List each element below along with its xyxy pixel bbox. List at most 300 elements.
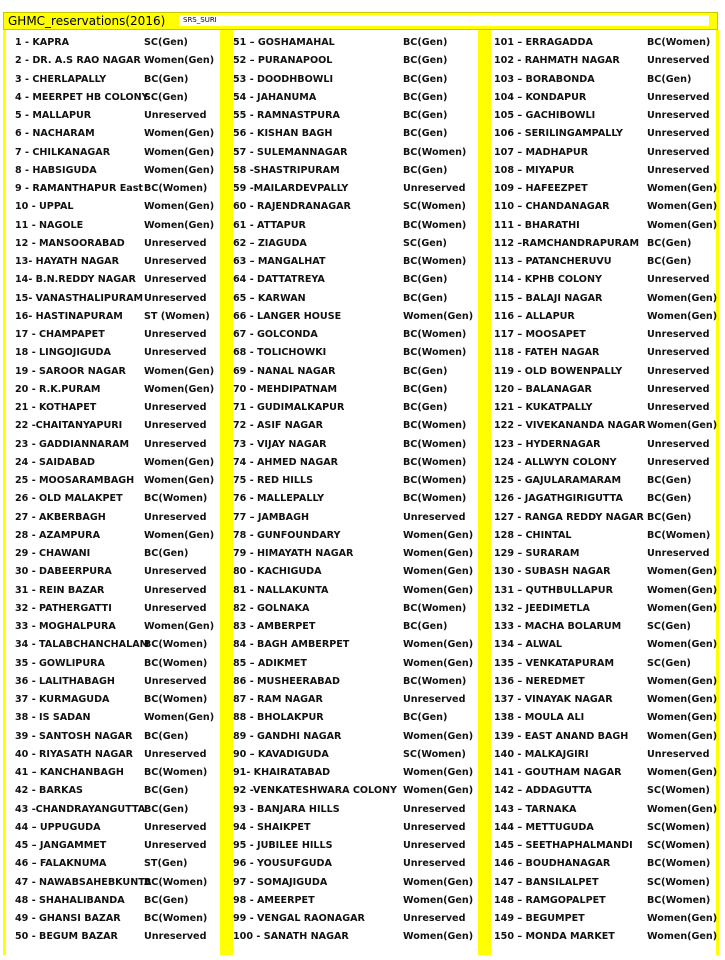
ward-row [15, 655, 220, 673]
ward-name: 64 - DATTATREYA [233, 274, 325, 286]
ward-row [233, 928, 478, 946]
reservation-category: SC(Women) [403, 748, 466, 760]
ward-name: 14- B.N.REDDY NAGAR [15, 274, 136, 286]
ward-name: 128 – CHINTAL [494, 529, 572, 541]
reservation-category: BC(Gen) [403, 110, 448, 121]
ward-name: 60 - RAJENDRANAGAR [233, 201, 351, 213]
ward-row [233, 144, 478, 162]
ward-name: 25 - MOOSARAMBAGH [15, 475, 135, 486]
ward-name: 150 – MONDA MARKET [494, 931, 615, 943]
ward-row [494, 144, 719, 162]
reservation-category: Women(Gen) [647, 639, 718, 651]
ward-name: 9 - RAMANTHAPUR East [15, 183, 144, 194]
ward-name: 113 – PATANCHERUVU [494, 256, 612, 267]
ward-row [233, 363, 478, 381]
ward-name: 3 - CHERLAPALLY [15, 73, 107, 85]
reservation-category: BC(Gen) [403, 164, 448, 176]
ward-name: 87 - RAM NAGAR [233, 694, 323, 705]
ward-name: 39 - SANTOSH NAGAR [15, 730, 133, 742]
reservation-category: Women(Gen) [144, 128, 215, 140]
reservation-category: BC(Gen) [403, 383, 448, 395]
ward-row [233, 563, 478, 581]
ward-row [233, 71, 478, 89]
ward-row [233, 253, 478, 271]
ward-name: 27 - AKBERBAGH [15, 511, 106, 523]
ward-row [233, 89, 478, 107]
ward-row [494, 271, 719, 289]
ward-row [233, 326, 478, 344]
reservation-category: Unreserved [403, 840, 466, 851]
reservation-category: Women(Gen) [647, 292, 718, 304]
reservation-category: Women(Gen) [403, 584, 474, 596]
ward-row [494, 509, 719, 527]
ward-row [494, 125, 719, 143]
ward-name: 119 - OLD BOWENPALLY [494, 365, 623, 377]
reservation-category: BC(Women) [144, 913, 208, 924]
ward-row [15, 892, 220, 910]
ward-name: 84 - BAGH AMBERPET [233, 639, 350, 651]
reservation-category: Women(Gen) [144, 219, 215, 231]
ward-row [233, 125, 478, 143]
ward-name: 15- VANASTHALIPURAM [15, 292, 144, 304]
reservation-category: Unreserved [144, 402, 207, 413]
ward-row [15, 636, 220, 654]
ward-name: 126 - JAGATHGIRIGUTTA [494, 493, 623, 505]
ward-row [15, 235, 220, 253]
reservation-category: BC(Women) [144, 876, 208, 888]
ward-row [494, 162, 719, 180]
reservation-category: BC(Gen) [647, 493, 692, 505]
ward-row [15, 454, 220, 472]
reservation-category: BC(Women) [144, 493, 208, 505]
ward-row [15, 582, 220, 600]
reservation-category: BC(Women) [403, 675, 467, 687]
ward-row [15, 253, 220, 271]
reservation-category: BC(Women) [403, 146, 467, 158]
ward-row [494, 363, 719, 381]
ward-row [233, 217, 478, 235]
ward-row [494, 673, 719, 691]
reservation-category: Women(Gen) [144, 475, 215, 486]
reservation-category: Women(Gen) [647, 730, 718, 742]
ward-row [15, 107, 220, 125]
ward-name: 83 - AMBERPET [233, 621, 316, 632]
ward-row [233, 673, 478, 691]
ward-name: 106 - SERILINGAMPALLY [494, 128, 623, 140]
reservation-category: Women(Gen) [403, 310, 474, 322]
ward-row [233, 472, 478, 490]
ward-row [494, 600, 719, 618]
reservation-category: Unreserved [144, 602, 207, 614]
ward-name: 1 - KAPRA [15, 37, 70, 48]
reservation-category: BC(Women) [403, 493, 467, 505]
reservation-category: Women(Gen) [647, 584, 718, 596]
ward-name: 56 - KISHAN BAGH [233, 128, 333, 140]
ward-row [15, 910, 220, 928]
reservation-category: Women(Gen) [144, 621, 215, 632]
ward-row [15, 326, 220, 344]
ward-name: 131 – QUTHBULLAPUR [494, 584, 613, 596]
ward-row [494, 582, 719, 600]
ward-name: 110 – CHANDANAGAR [494, 201, 610, 213]
ward-name: 138 - MOULA ALI [494, 712, 585, 724]
reservation-category: Unreserved [144, 329, 207, 340]
reservation-category: Unreserved [647, 548, 710, 559]
reservation-category: Women(Gen) [144, 55, 215, 67]
reservation-category: SC(Gen) [144, 37, 188, 48]
ward-name: 61 - ATTAPUR [233, 219, 306, 231]
ward-name: 7 - CHILKANAGAR [15, 146, 111, 158]
ward-row [233, 874, 478, 892]
ward-name: 117 – MOOSAPET [494, 329, 586, 340]
ward-name: 6 - NACHARAM [15, 128, 95, 140]
ward-row [15, 691, 220, 709]
reservation-category: BC(Women) [647, 894, 711, 906]
ward-name: 21 - KOTHAPET [15, 402, 97, 413]
ward-name: 129 – SURARAM [494, 548, 580, 559]
ward-name: 20 - R.K.PURAM [15, 383, 101, 395]
ward-name: 54 - JAHANUMA [233, 91, 317, 103]
ward-name: 109 – HAFEEZPET [494, 183, 588, 194]
ward-name: 112 –RAMCHANDRAPURAM [494, 237, 640, 249]
ward-name: 12 - MANSOORABAD [15, 237, 125, 249]
reservation-category: Women(Gen) [144, 712, 215, 724]
ward-row [494, 253, 719, 271]
ward-name: 57 - SULEMANNAGAR [233, 146, 348, 158]
ward-row [494, 892, 719, 910]
reservation-category: BC(Gen) [144, 548, 189, 559]
ward-name: 121 – KUKATPALLY [494, 402, 593, 413]
ward-row [15, 417, 220, 435]
ward-row [233, 180, 478, 198]
ward-row [494, 344, 719, 362]
ward-name: 62 – ZIAGUDA [233, 237, 307, 249]
ward-row [494, 636, 719, 654]
ward-column-2 [233, 34, 478, 947]
ward-name: 38 - IS SADAN [15, 712, 91, 724]
ward-row [494, 490, 719, 508]
ward-row [233, 527, 478, 545]
ward-row [15, 673, 220, 691]
reservation-category: BC(Gen) [647, 73, 692, 85]
ward-row [233, 892, 478, 910]
ward-name: 114 - KPHB COLONY [494, 274, 602, 286]
reservation-category: Unreserved [647, 402, 710, 413]
ward-row [233, 618, 478, 636]
reservation-category: Unreserved [647, 383, 710, 395]
reservation-category: SC(Women) [647, 840, 710, 851]
reservation-category: Unreserved [144, 821, 207, 833]
ward-name: 59 -MAILARDEVPALLY [233, 183, 349, 194]
reservation-category: BC(Women) [403, 347, 467, 359]
reservation-category: Unreserved [647, 110, 710, 121]
reservation-category: BC(Women) [403, 602, 467, 614]
reservation-category: Unreserved [647, 146, 710, 158]
ward-row [494, 837, 719, 855]
ward-row [233, 198, 478, 216]
ward-row [15, 527, 220, 545]
ward-name: 28 - AZAMPURA [15, 529, 100, 541]
reservation-category: Unreserved [144, 420, 207, 432]
ward-row [233, 344, 478, 362]
reservation-category: BC(Gen) [403, 91, 448, 103]
ward-row [494, 180, 719, 198]
reservation-category: Women(Gen) [403, 639, 474, 651]
reservation-category: BC(Women) [144, 657, 208, 669]
reservation-category: Women(Gen) [144, 529, 215, 541]
ward-row [233, 636, 478, 654]
reservation-category: BC(Gen) [403, 365, 448, 377]
reservation-category: BC(Women) [144, 694, 208, 705]
ward-row [15, 436, 220, 454]
ward-name: 78 - GUNFOUNDARY [233, 529, 341, 541]
ward-row [15, 874, 220, 892]
reservation-category: SC(Women) [647, 876, 710, 888]
ward-name: 97 - SOMAJIGUDA [233, 876, 328, 888]
ward-name: 89 - GANDHI NAGAR [233, 730, 342, 742]
ward-name: 137 - VINAYAK NAGAR [494, 694, 613, 705]
reservation-category: Women(Gen) [403, 785, 474, 797]
ward-name: 63 – MANGALHAT [233, 256, 326, 267]
ward-row [494, 399, 719, 417]
ward-column-3 [494, 34, 719, 947]
ward-row [233, 600, 478, 618]
ward-row [233, 34, 478, 52]
reservation-category: Unreserved [647, 164, 710, 176]
ward-name: 123 – HYDERNAGAR [494, 438, 601, 450]
ward-name: 96 - YOUSUFGUDA [233, 858, 332, 870]
ward-row [15, 89, 220, 107]
reservation-category: ST (Women) [144, 310, 210, 322]
ward-row [15, 819, 220, 837]
reservation-category: ST(Gen) [144, 858, 188, 870]
ward-name: 35 - GOWLIPURA [15, 657, 105, 669]
ward-name: 102 - RAHMATH NAGAR [494, 55, 620, 67]
ward-row [494, 728, 719, 746]
reservation-category: BC(Women) [144, 183, 208, 194]
reservation-category: Women(Gen) [647, 420, 718, 432]
ward-row [15, 600, 220, 618]
ward-name: 45 – JANGAMMET [15, 840, 107, 851]
reservation-category: BC(Women) [403, 456, 467, 468]
ward-row [494, 746, 719, 764]
ward-row [15, 709, 220, 727]
reservation-category: Women(Gen) [144, 146, 215, 158]
ward-name: 42 - BARKAS [15, 785, 83, 797]
ward-name: 65 – KARWAN [233, 292, 306, 304]
ward-row [494, 874, 719, 892]
ward-name: 76 - MALLEPALLY [233, 493, 325, 505]
ward-name: 120 – BALANAGAR [494, 383, 592, 395]
ward-name: 101 – ERRAGADDA [494, 37, 593, 48]
ward-name: 50 - BEGUM BAZAR [15, 931, 118, 943]
ward-name: 132 – JEEDIMETLA [494, 602, 590, 614]
reservation-category: SC(Gen) [144, 91, 188, 103]
ward-row [15, 363, 220, 381]
reservation-category: Unreserved [403, 511, 466, 523]
ward-name: 139 - EAST ANAND BAGH [494, 730, 629, 742]
ward-name: 93 - BANJARA HILLS [233, 803, 340, 815]
ward-name: 67 - GOLCONDA [233, 329, 318, 340]
ward-row [494, 34, 719, 52]
ward-name: 125 - GAJULARAMARAM [494, 475, 622, 486]
reservation-category: Women(Gen) [647, 310, 718, 322]
ward-row [15, 545, 220, 563]
ward-row [233, 545, 478, 563]
ward-name: 82 - GOLNAKA [233, 602, 310, 614]
reservation-category: BC(Gen) [403, 55, 448, 67]
reservation-category: Women(Gen) [647, 602, 718, 614]
ward-row [233, 855, 478, 873]
ward-name: 16- HASTINAPURAM [15, 310, 123, 322]
ward-name: 17 - CHAMPAPET [15, 329, 105, 340]
reservation-category: Unreserved [144, 292, 207, 304]
reservation-category: Unreserved [144, 931, 207, 943]
ward-name: 8 - HABSIGUDA [15, 164, 97, 176]
ward-name: 80 - KACHIGUDA [233, 566, 322, 578]
ward-name: 41 – KANCHANBAGH [15, 767, 124, 778]
ward-name: 134 – ALWAL [494, 639, 562, 651]
ward-name: 75 - RED HILLS [233, 475, 313, 486]
ward-name: 91- KHAIRATABAD [233, 767, 331, 778]
ward-name: 124 - ALLWYN COLONY [494, 456, 617, 468]
reservation-category: SC(Gen) [647, 621, 691, 632]
ward-row [494, 436, 719, 454]
ward-name: 34 - TALABCHANCHALAM [15, 639, 150, 651]
ward-row [15, 71, 220, 89]
ward-name: 37 - KURMAGUDA [15, 694, 110, 705]
ward-row [15, 52, 220, 70]
ward-row [233, 271, 478, 289]
reservation-category: Women(Gen) [647, 201, 718, 213]
ward-row [494, 472, 719, 490]
ward-name: 23 - GADDIANNARAM [15, 438, 130, 450]
ward-row [494, 764, 719, 782]
page-title: GHMC_reservations(2016) [8, 14, 166, 28]
ward-row [233, 782, 478, 800]
ward-row [233, 107, 478, 125]
ward-row [233, 454, 478, 472]
ward-row [233, 417, 478, 435]
ward-row [494, 454, 719, 472]
reservation-category: Women(Gen) [144, 164, 215, 176]
ward-row [233, 764, 478, 782]
reservation-category: Women(Gen) [647, 712, 718, 724]
reservation-category: BC(Women) [144, 639, 208, 651]
ward-row [233, 399, 478, 417]
ward-row [494, 709, 719, 727]
ward-name: 44 – UPPUGUDA [15, 821, 101, 833]
ward-name: 103 – BORABONDA [494, 73, 595, 85]
ward-row [15, 34, 220, 52]
ward-row [233, 235, 478, 253]
ward-row [233, 709, 478, 727]
reservation-category: Unreserved [144, 584, 207, 596]
reservation-category: BC(Women) [647, 37, 711, 48]
reservation-category: Women(Gen) [403, 657, 474, 669]
reservation-category: BC(Gen) [403, 712, 448, 724]
reservation-category: Unreserved [144, 274, 207, 286]
ward-row [494, 782, 719, 800]
ward-name: 149 – BEGUMPET [494, 913, 585, 924]
ward-row [15, 928, 220, 946]
ward-name: 145 – SEETHAPHALMANDI [494, 840, 633, 851]
reservation-category: Unreserved [647, 347, 710, 359]
ward-name: 49 - GHANSI BAZAR [15, 913, 121, 924]
reservation-category: Women(Gen) [403, 876, 474, 888]
reservation-category: Women(Gen) [647, 767, 718, 778]
ward-row [494, 198, 719, 216]
ward-name: 30 - DABEERPURA [15, 566, 112, 578]
ward-row [15, 837, 220, 855]
ward-row [15, 381, 220, 399]
ward-row [494, 855, 719, 873]
ward-row [233, 509, 478, 527]
reservation-category: Unreserved [647, 456, 710, 468]
ward-row [494, 655, 719, 673]
ward-name: 32 - PATHERGATTI [15, 602, 112, 614]
ward-row [233, 308, 478, 326]
ward-name: 36 - LALITHABAGH [15, 675, 115, 687]
reservation-category: Unreserved [647, 748, 710, 760]
reservation-category: Unreserved [144, 748, 207, 760]
ward-column-1 [15, 34, 220, 947]
ward-name: 29 - CHAWANI [15, 548, 91, 559]
ward-row [233, 910, 478, 928]
reservation-category: BC(Gen) [647, 237, 692, 249]
reservation-category: Women(Gen) [144, 383, 215, 395]
ward-name: 72 - ASIF NAGAR [233, 420, 323, 432]
reservation-category: Unreserved [144, 256, 207, 267]
reservation-category: BC(Gen) [144, 785, 189, 797]
ward-row [233, 746, 478, 764]
ward-row [494, 691, 719, 709]
ward-name: 105 – GACHIBOWLI [494, 110, 596, 121]
reservation-category: Unreserved [403, 183, 466, 194]
ward-name: 53 - DOODHBOWLI [233, 73, 334, 85]
ward-row [494, 52, 719, 70]
ward-row [494, 545, 719, 563]
reservation-category: Unreserved [144, 511, 207, 523]
reservation-category: Unreserved [144, 566, 207, 578]
reservation-category: Women(Gen) [647, 183, 718, 194]
ward-name: 22 -CHAITANYAPURI [15, 420, 123, 432]
ward-row [15, 180, 220, 198]
ward-name: 47 - NAWABSAHEBKUNTA [15, 876, 152, 888]
ward-row [494, 308, 719, 326]
ward-name: 141 - GOUTHAM NAGAR [494, 767, 622, 778]
reservation-category: BC(Women) [403, 438, 467, 450]
ward-name: 147 – BANSILALPET [494, 876, 599, 888]
ward-name: 115 – BALAJI NAGAR [494, 292, 603, 304]
ward-name: 48 - SHAHALIBANDA [15, 894, 125, 906]
ward-row [15, 728, 220, 746]
ward-name: 98 - AMEERPET [233, 894, 315, 906]
reservation-category: SC(Women) [647, 821, 710, 833]
reservation-category: Women(Gen) [144, 365, 215, 377]
reservation-category: BC(Women) [403, 256, 467, 267]
ward-name: 127 - RANGA REDDY NAGAR [494, 511, 644, 523]
ward-row [494, 71, 719, 89]
ward-name: 69 - NANAL NAGAR [233, 365, 336, 377]
ward-row [15, 746, 220, 764]
ward-name: 85 – ADIKMET [233, 657, 307, 669]
column-divider-right [478, 30, 491, 955]
reservation-category: BC(Gen) [647, 475, 692, 486]
reservation-category: Unreserved [647, 365, 710, 377]
reservation-category: Unreserved [144, 237, 207, 249]
ward-row [15, 198, 220, 216]
